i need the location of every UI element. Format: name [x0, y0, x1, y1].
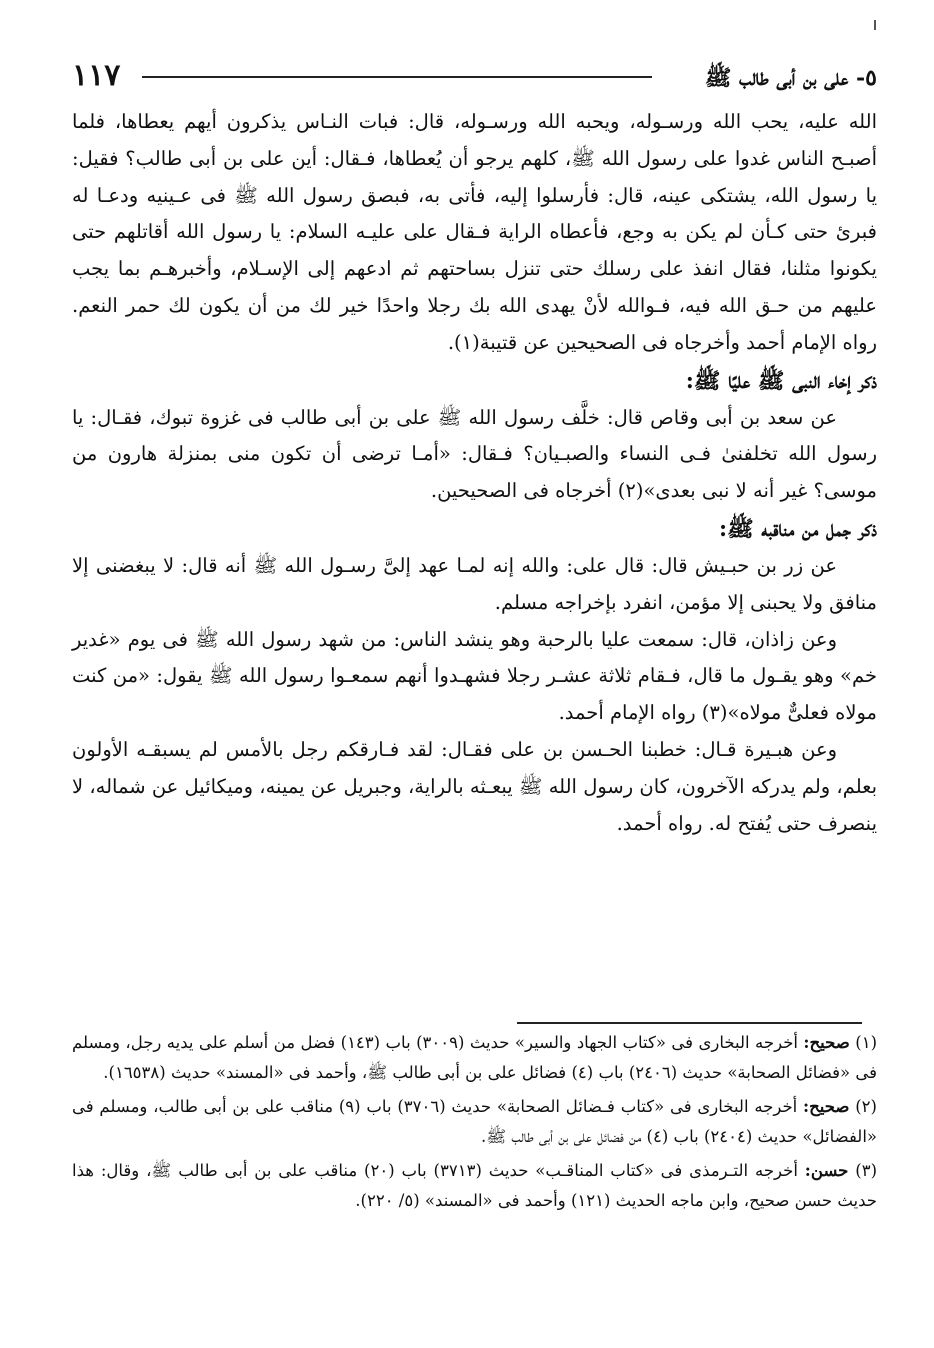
footnote-text: أخرجه البخارى فى «كتاب فـضائل الصحابة» حديث (٣٧٠٦) باب (٩) مناقب على بن أبى طالب، ومسلم فى «الفضائل» حديث (٢٤٠٤) باب (٤) من فضائل على بن أبى طالب ﷺ.: [72, 1097, 877, 1146]
footnote-text: أخرجه البخارى فى «كتاب الجهاد والسير» حديث (٣٠٠٩) باب (١٤٣) فضل من أسلم على يديه رجل، ومسلم فى «فضائل الصحابة» حديث (٢٤٠٦) باب (٤) فضائل على بن أبى طالب ﷺ، وأحمد فى «المسند» حديث (١٦٥٣٨).: [72, 1033, 877, 1082]
scan-mark: [874, 20, 876, 30]
footnote-rule: [517, 1022, 862, 1024]
page-header: [72, 58, 877, 102]
header-rule: [142, 76, 652, 78]
footnote: [72, 1092, 877, 1152]
section-title: ٥- على بن أبى طالب ﷺ: [704, 65, 877, 91]
footnote-text: أخرجه التـرمذى فى «كتاب المناقـب» حديث (٣٧١٣) باب (٢٠) مناقب على بن أبى طالب ﷺ، وقال: هذا حديث حسن صحيح، وابن ماجه الحديث (١٢١) وأحمد فى «المسند» (٥/ ٢٢٠).: [72, 1161, 877, 1210]
footnotes: [72, 1028, 877, 1220]
paragraph: وعن زاذان، قال: سمعت عليا بالرحبة وهو ينشد الناس: من شهد رسول الله ﷺ فى يوم «غدير خم» وهو يقـول ما قال، فـقام ثلاثة عشـر رجلا فشهـدوا أنهم سمعـوا رسول الله ﷺ يقول: «من كنت مولاه فعلىٌّ مولاه»(٣) رواه الإمام أحمد.: [72, 627, 877, 725]
section-heading: ذكر جمل من مناقبه ﷺ:: [719, 515, 877, 542]
paragraph: عن سعد بن أبى وقاص قال: خلَّف رسول الله ﷺ على بن أبى طالب فى غزوة تبوك، فقـال: يا رسول الله تخلفنىٰ فـى النساء والصبـيان؟ فـقال: «أمـا ترضى أن تكون منى بمنزلة هارون من موسى؟ غير أنه لا نبى بعدى»(٢) أخرجاه فى الصحيحين.: [72, 405, 877, 503]
paragraph: وعن هبـيرة قـال: خطبنا الحـسن بن على فقـال: لقد فـارقكم رجل بالأمس لم يسبقـه الأولون بعلم، ولم يدركه الآخرون، كان رسول الله ﷺ يبعـثه بالراية، وجبريل عن يمينه، وميكائيل عن شماله، لا ينصرف حتى يُفتح له. رواه أحمد.: [72, 737, 877, 835]
paragraph: الله عليه، يحب الله ورسـوله، ويحبه الله ورسـوله، قال: فبات النـاس يذكرون أيهم يعطاها، فلما أصبـح الناس غدوا على رسول الله ﷺ، كلهم يرجو أن يُعطاها، فـقال: أين على بن أبى طالب؟ فقيل: يا رسول الله، يشتكى عينه، قال: فأرسلوا إليه، فأتى به، فبصق رسول الله ﷺ فى عـينيه ودعـا له فبرئ حتى كـأن لم يكن به وجع، فأعطاه الراية فـقال على عليـه السلام: يا رسول الله أقاتلهم حتى يكونوا مثلنا، فقال انفذ على رسلك حتى تنزل بساحتهم ثم ادعهم إلى الإسـلام، وأخبرهـم بما يجب عليهم من حـق الله فيه، فـوالله لأنْ يهدى الله بك رجلا واحدًا خير لك من أن يكون لك حمر النعم. رواه الإمام أحمد وأخرجاه فى الصحيحين عن قتيبة(١).: [72, 110, 877, 354]
footnote-grade: حسن:: [804, 1161, 849, 1180]
section-heading: ذكر إخاء النبى ﷺ عليًا ﷺ:: [685, 367, 877, 394]
footnote-number: (٣): [855, 1161, 877, 1180]
paragraph: عن زر بن حبـيش قال: قال على: والله إنه لمـا عهد إلىَّ رسـول الله ﷺ أنه قال: لا يبغضنى إلا منافق ولا يحبنى إلا مؤمن، انفرد بإخراجه مسلم.: [72, 553, 877, 614]
page-number: ١١٧: [72, 58, 121, 93]
footnote-grade: صحيح:: [803, 1097, 850, 1116]
footnote: [72, 1028, 877, 1088]
footnote-number: (٢): [855, 1097, 877, 1116]
footnote-grade: صحيح:: [803, 1033, 850, 1052]
footnote-number: (١): [855, 1033, 877, 1052]
main-text: [72, 104, 877, 842]
footnote: [72, 1156, 877, 1216]
